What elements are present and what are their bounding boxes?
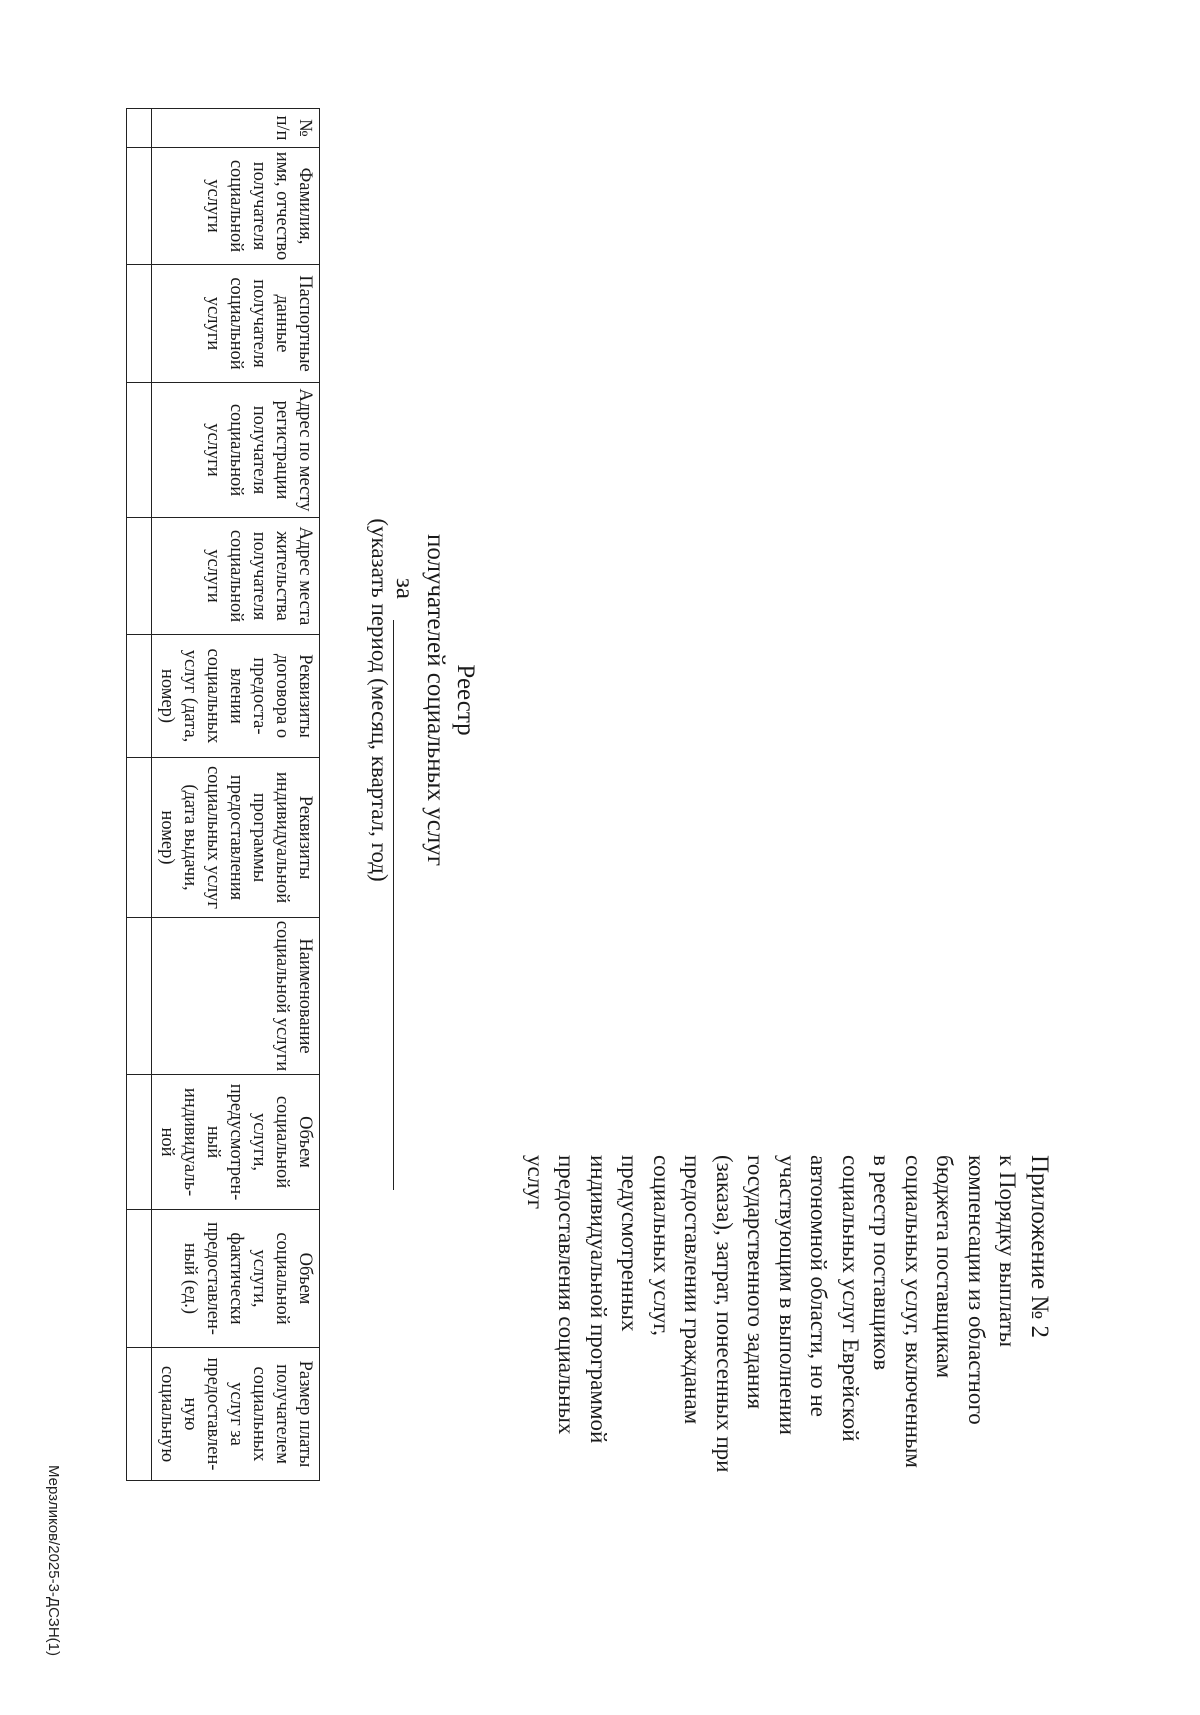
appendix-line: услуг: [523, 1155, 548, 1210]
table-row: [127, 109, 152, 1481]
table-cell: [127, 918, 152, 1075]
column-header-number: № п/п: [152, 109, 320, 148]
appendix-line: государственного задания: [743, 1155, 769, 1410]
column-header-actual-volume: Объем социальной услуги, фактически предоставлен-ный (ед.): [152, 1210, 320, 1348]
appendix-line: участвующим в выполнении: [775, 1155, 800, 1435]
appendix-line: Приложение № 2: [1026, 1155, 1053, 1339]
table-cell: [127, 148, 152, 265]
table-cell: [127, 1075, 152, 1210]
appendix-line: (заказа), затрат, понесенных при: [712, 1155, 737, 1473]
column-header-passport: Паспортные данные получателя социальной услуги: [152, 265, 320, 383]
appendix-line: индивидуальной программой: [586, 1155, 611, 1444]
appendix-line: социальных услуг, включенным: [901, 1155, 926, 1468]
document-code: Мерзликов/2025-3-ДСЗН(1): [45, 1465, 62, 1656]
appendix-line: автономной области, но не: [806, 1155, 832, 1417]
column-header-residence-address: Адрес места жительства получателя социальной услуги: [152, 518, 320, 635]
column-header-payment-amount: Размер платы получателем социальных услуг за предоставлен-ную социальную: [152, 1348, 320, 1481]
period-prefix: за: [391, 578, 418, 599]
appendix-line: предоставления социальных: [554, 1155, 580, 1435]
period-blank-line: [393, 620, 394, 1190]
column-header-contract-details: Реквизиты договора о предоста-влении социальных услуг (дата, номер): [152, 635, 320, 758]
register-subtitle: получателей социальных услуг: [422, 533, 449, 867]
register-title: Реестр: [452, 664, 479, 736]
table-cell: [127, 265, 152, 383]
table-cell: [127, 383, 152, 518]
appendix-line: социальных услуг Еврейской: [838, 1155, 863, 1442]
column-header-full-name: Фамилия, имя, отчество получателя социальной услуги: [152, 148, 320, 265]
appendix-line: социальных услуг,: [649, 1155, 674, 1336]
column-header-registration-address: Адрес по месту регистрации получателя социальной услуги: [152, 383, 320, 518]
period-row: [388, 300, 418, 1060]
appendix-note: [520, 1155, 1056, 1715]
column-header-program-details: Реквизиты индивидуальной программы предоставления социальных услуг (дата выдачи, номер): [152, 758, 320, 918]
table-header-row: [152, 109, 320, 1481]
appendix-line: предусмотренных: [617, 1155, 643, 1332]
table-cell: [127, 109, 152, 148]
table-cell: [127, 758, 152, 918]
appendix-line: к Порядку выплаты: [995, 1155, 1021, 1348]
table-cell: [127, 1348, 152, 1481]
column-header-service-name: Наименование социальной услуги: [152, 918, 320, 1075]
column-header-planned-volume: Объем социальной услуги, предусмотрен-ный индивидуаль-ной: [152, 1075, 320, 1210]
registry-table: [126, 108, 320, 1481]
table-cell: [127, 518, 152, 635]
appendix-line: компенсации из областного: [964, 1155, 989, 1425]
register-heading: [420, 320, 480, 1080]
appendix-line: в реестр поставщиков: [869, 1155, 895, 1371]
appendix-line: бюджета поставщикам: [932, 1155, 958, 1379]
period-hint: (указать период (месяц, квартал, год): [367, 518, 392, 882]
table-cell: [127, 635, 152, 758]
table-cell: [127, 1210, 152, 1348]
appendix-line: предоставлении гражданам: [680, 1155, 706, 1425]
